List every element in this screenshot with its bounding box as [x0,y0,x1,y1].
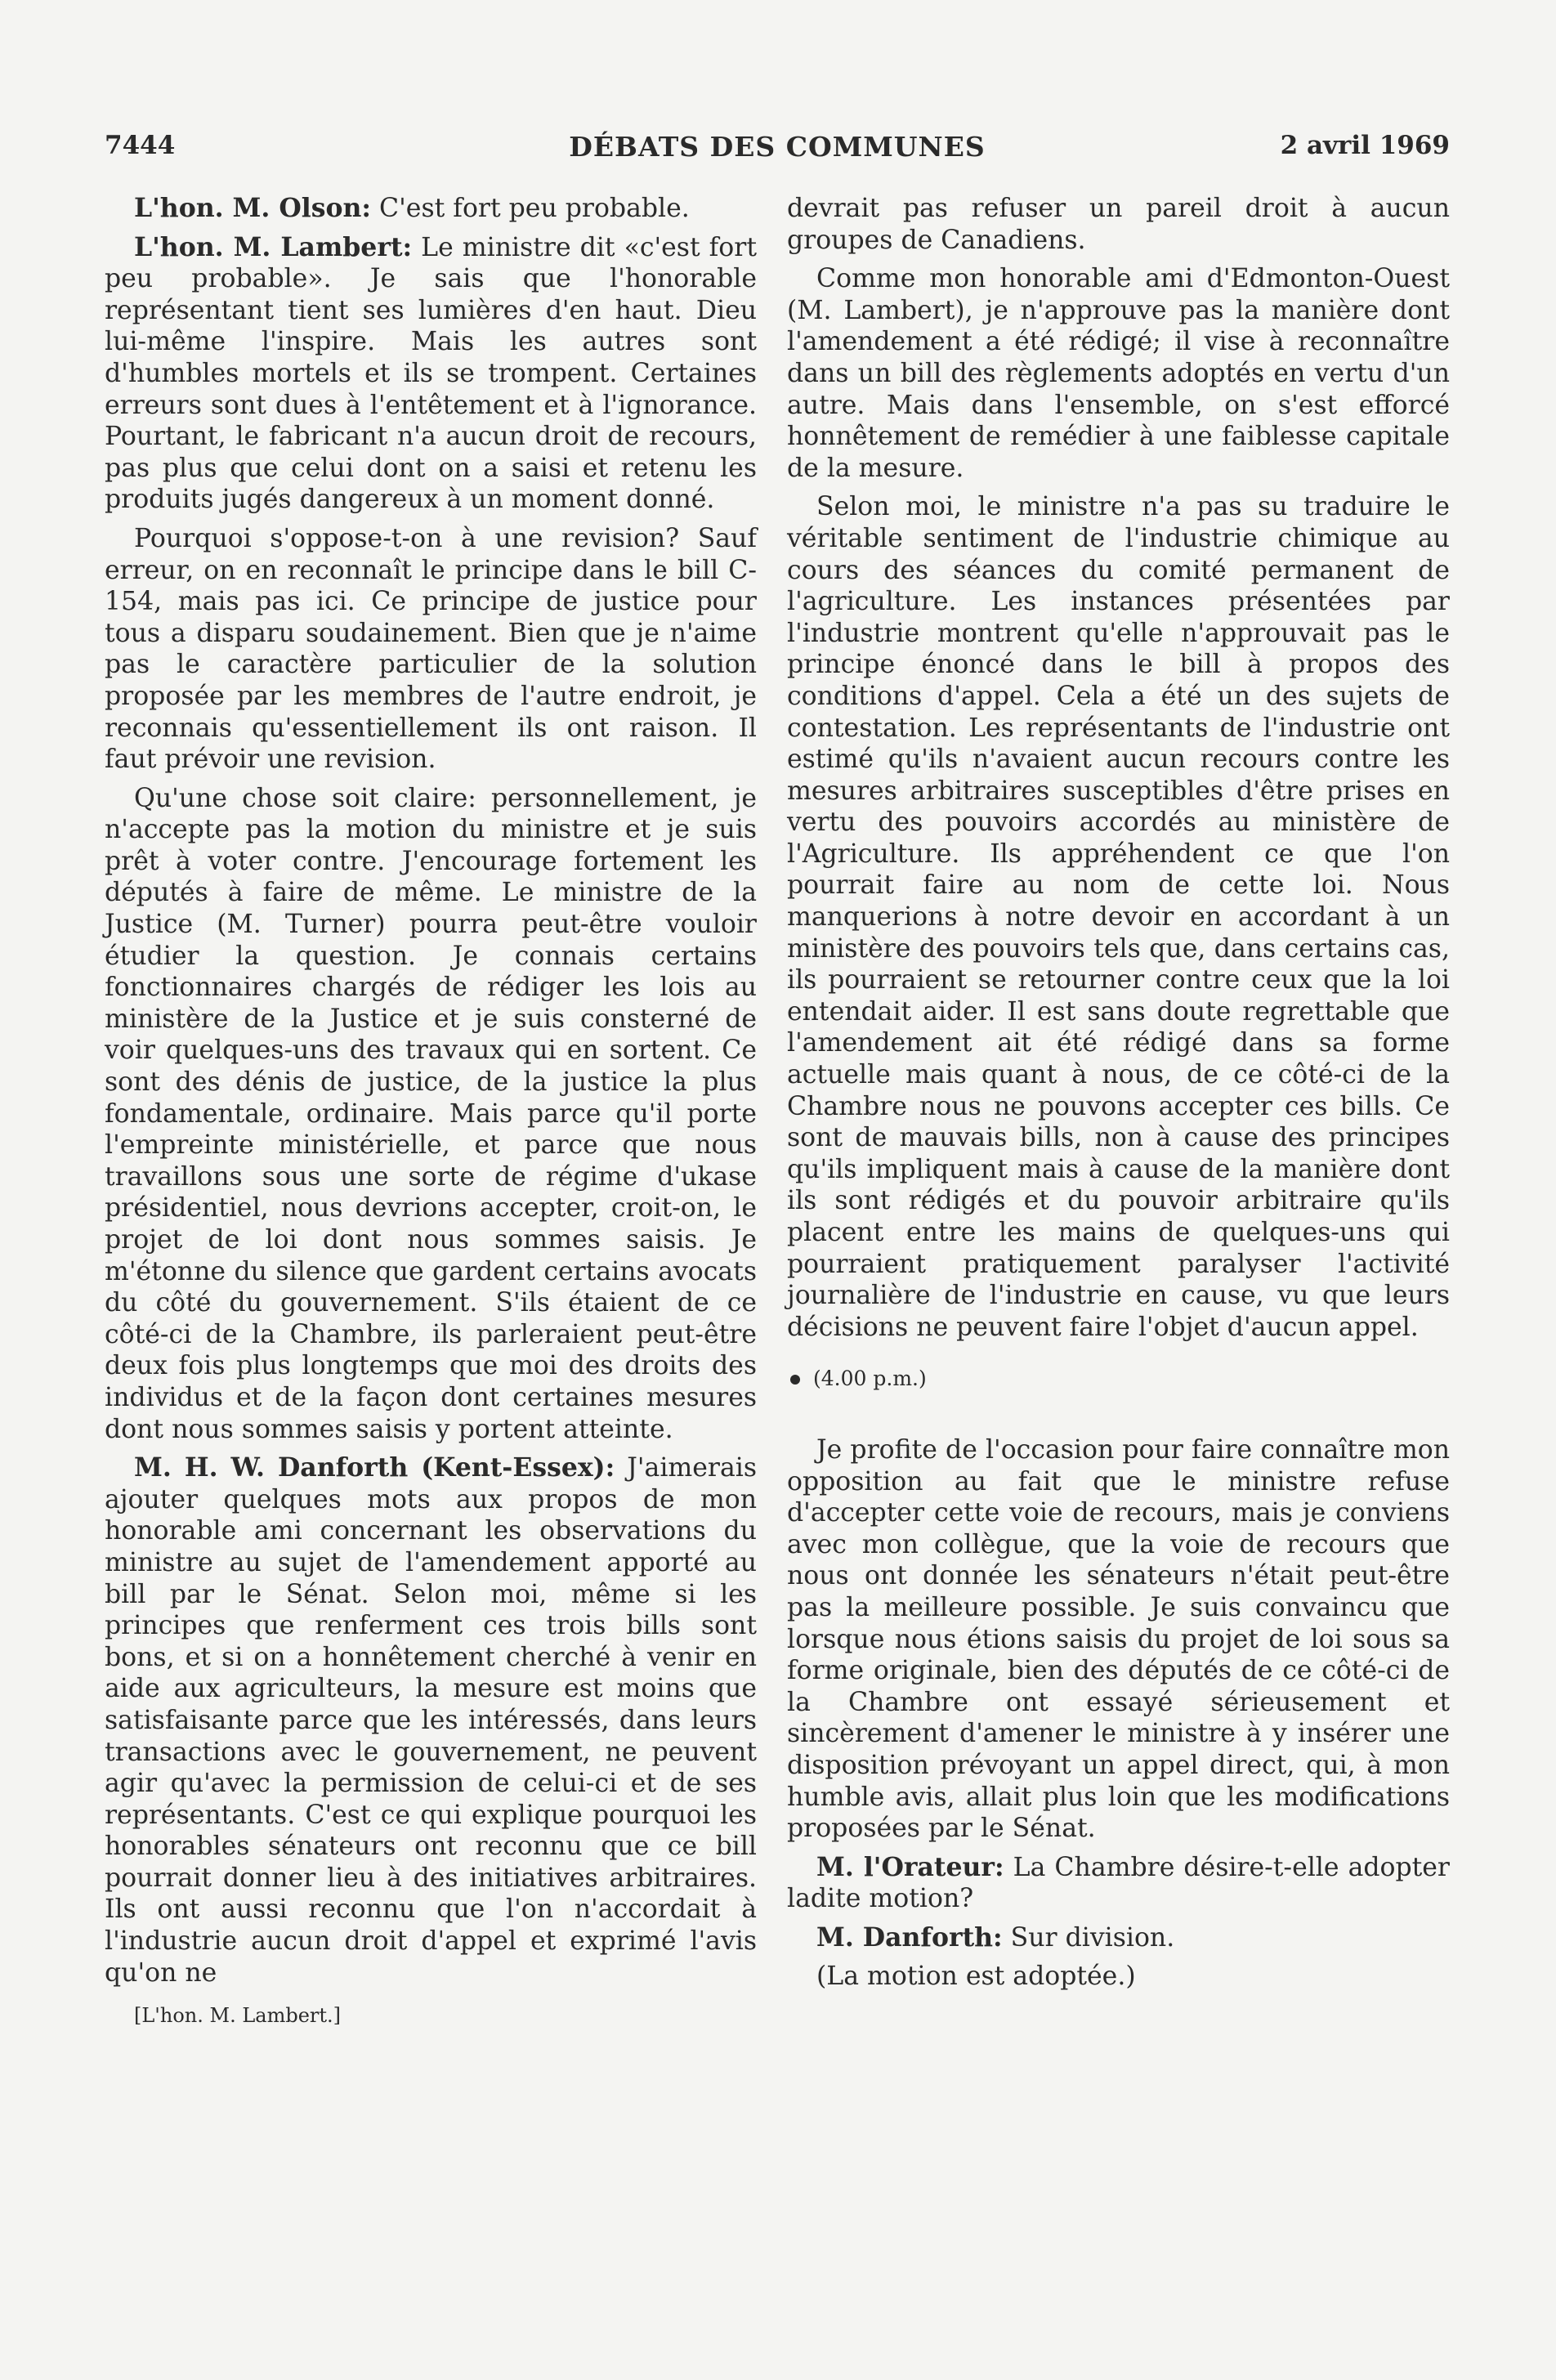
speaker-name: L'hon. M. Lambert: [134,231,413,262]
paragraph [787,1922,1450,1954]
right-column [787,193,1450,2000]
paragraph [105,193,757,225]
paragraph: (La motion est adoptée.) [816,1962,1136,1992]
speaker-name: M. H. W. Danforth (Kent-Essex): [134,1452,615,1483]
paragraph [105,232,757,516]
timestamp [787,1363,1450,1395]
paragraph: Selon moi, le ministre n'a pas su traduire le véritable sentiment de l'industrie chimique au cours des séances du comité permanent de l'agriculture. Les instances présentées par l'industrie montrent qu'elle n'approuvait pas le principe énoncé dans le bill à propos des conditions d'appel. Cela a été un des sujets de contestation. Les représentants de l'industrie ont estimé qu'ils n'avaient aucun recours contre les mesures arbitraires susceptibles d'être prises en vertu des pouvoirs accordés au ministère de l'Agriculture. Ils appréhendent ce que l'on pourrait faire au nom de cette loi. Nous manquerions à notre devoir en accordant à un ministère des pouvoirs tels que, dans certains cas, ils pourraient se retourner contre ceux que la loi entendait aider. Il est sans doute regrettable que l'amendement ait été rédigé dans sa forme actuelle mais quant à nous, de ce côté-ci de la Chambre nous ne pouvons accepter ces bills. Ce sont de mauvais bills, non à cause des principes qu'ils impliquent mais à cause de la manière dont ils sont rédigés et du pouvoir arbitraire qu'ils placent entre les mains de quelques-uns qui pourraient pratiquement paralyser l'activité journalière de l'industrie en cause, vu que leurs décisions ne peuvent faire l'objet d'aucun appel. [787,492,1450,1342]
page-date: 2 avril 1969 [1280,131,1450,160]
bullet-icon [790,1375,800,1385]
page-number: 7444 [105,131,176,160]
footnote-speaker: [L'hon. M. Lambert.] [134,2004,342,2028]
speech-text: Le ministre dit «c'est fort peu probable». Je sais que l'honorable représentant tient ses lumières d'en haut. Dieu lui-même l'inspire. Mais les autres sont d'humbles mortels et ils se trompent. Certaines erreurs sont dues à l'entêtement et à l'ignorance. Pourtant, le fabricant n'a aucun droit de recours, pas plus que celui dont on a saisi et retenu les produits jugés dangereux à un moment donné. [105,232,757,515]
speech-text: La Chambre désire-t-elle adopter ladite motion? [787,1852,1450,1914]
speaker-name: L'hon. M. Olson: [134,193,372,223]
page-header [105,131,1450,172]
paragraph: Pourquoi s'oppose-t-on à une revision? Sauf erreur, on en reconnaît le principe dans le bill C-154, mais pas ici. Ce principe de justice pour tous a disparu soudainement. Bien que je n'aime pas le caractère particulier de la solution proposée par les membres de l'autre endroit, je reconnais qu'essentiellement ils ont raison. Il faut prévoir une revision. [105,523,757,775]
speaker-name: M. Danforth: [816,1921,1003,1953]
paragraph: Comme mon honorable ami d'Edmonton-Ouest (M. Lambert), je n'approuve pas la manière dont l'amendement a été rédigé; il vise à reconnaître dans un bill des règlements adoptés en vertu d'un autre. Mais dans l'ensemble, on s'est efforcé honnêtement de remédier à une faiblesse capitale de la mesure. [787,264,1450,483]
speech-text: J'aimerais ajouter quelques mots aux propos de mon honorable ami concernant les observations du ministre au sujet de l'amendement apporté au bill par le Sénat. Selon moi, même si les principes que renferment ces trois bills sont bons, et si on a honnêtement cherché à venir en aide aux agriculteurs, la mesure est moins que satisfaisante parce que les intéressés, dans leurs transactions avec le gouvernement, ne peuvent agir qu'avec la permission de celui-ci et de ses représentants. C'est ce qui explique pourquoi les honorables sénateurs ont reconnu que ce bill pourrait donner lieu à des initiatives arbitraires. Ils ont aussi reconnu que l'on n'accordait à l'industrie aucun droit d'appel et exprimé l'avis qu'on ne [105,1453,757,1988]
paragraph [787,1852,1450,1915]
paragraph [105,1452,757,1989]
page-title: DÉBATS DES COMMUNES [569,131,986,163]
timestamp-text: (4.00 p.m.) [813,1367,927,1391]
speech-text: Sur division. [1002,1922,1175,1953]
paragraph: Qu'une chose soit claire: personnellement, je n'accepte pas la motion du ministre et je suis prêt à voter contre. J'encourage fortement les députés à faire de même. Le ministre de la Justice (M. Turner) pourra peut-être vouloir étudier la question. Je connais certains fonctionnaires chargés de rédiger les lois au ministère de la Justice et je suis consterné de voir quelques-uns des travaux qui en sortent. Ce sont des dénis de justice, de la justice la plus fondamentale, ordinaire. Mais parce qu'il porte l'empreinte ministérielle, et parce que nous travaillons sous une sorte de régime d'ukase présidentiel, nous devrions accepter, croit-on, le projet de loi dont nous sommes saisis. Je m'étonne du silence que gardent certains avocats du côté du gouvernement. S'ils étaient de ce côté-ci de la Chambre, ils parleraient peut-être deux fois plus longtemps que moi des droits des individus et de la façon dont certaines mesures dont nous sommes saisis y portent atteinte. [105,783,757,1444]
left-column [105,193,757,2032]
speaker-name: M. l'Orateur: [816,1851,1004,1882]
paragraph: devrait pas refuser un pareil droit à aucun groupes de Canadiens. [787,194,1450,255]
paragraph: Je profite de l'occasion pour faire connaître mon opposition au fait que le ministre refuse d'accepter cette voie de recours, mais je conviens avec mon collègue, que la voie de recours que nous ont donnée les sénateurs n'était peut-être pas la meilleure possible. Je suis convaincu que lorsque nous étions saisis du projet de loi sous sa forme originale, bien des députés de ce côté-ci de la Chambre ont essayé sérieusement et sincèrement d'amener le ministre à y insérer une disposition prévoyant un appel direct, qui, à mon humble avis, allait plus loin que les modifications proposées par le Sénat. [787,1434,1450,1844]
speech-text: C'est fort peu probable. [371,194,690,223]
